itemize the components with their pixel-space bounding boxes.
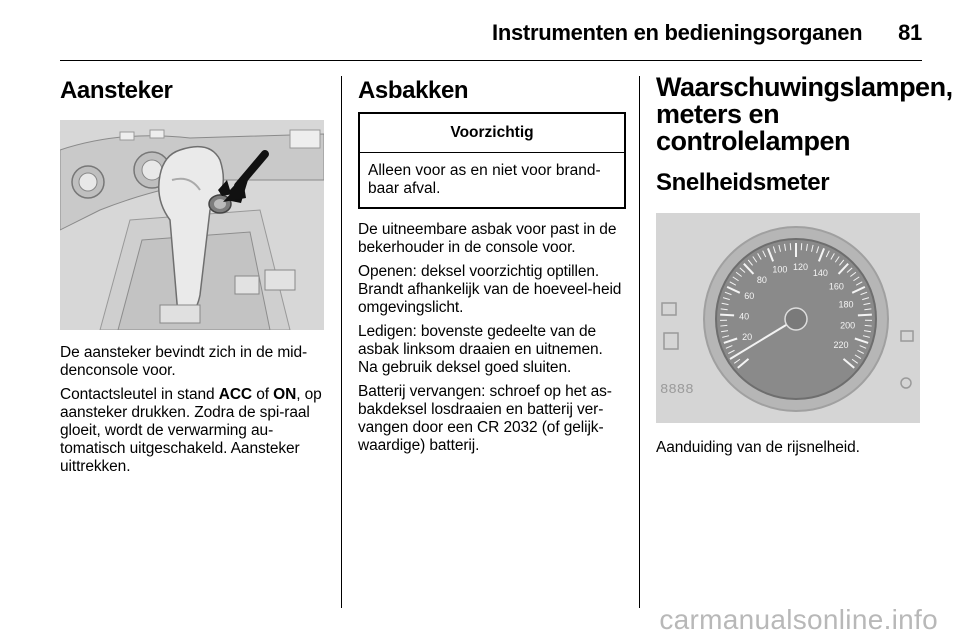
subheading-snelheidsmeter: Snelheidsmeter [656,169,830,196]
running-head [60,20,922,46]
speedometer-label: 180 [838,299,854,310]
caution-title: Voorzichtig [360,114,624,153]
paragraph-2 [60,386,324,476]
speedometer-label: 60 [744,291,755,302]
paragraph-2: Openen: deksel voorzichtig optillen. Brandt afhankelijk van de hoeveel-heid omgevingslicht. [358,262,622,316]
paragraph-2-post: , op aansteker drukken. Zodra de spi-raal gloeit, wordt de verwarming au-tomatisch uitgeschakeld. Aansteker uittrekken. [60,385,322,475]
speedometer-caption: Aanduiding van de rijsnelheid. [656,439,860,456]
speedometer-tick [801,243,802,250]
caution-text: Alleen voor as en niet voor brand-baar afval. [368,161,601,197]
aansteker-text [60,344,324,476]
column-separator-1 [341,76,342,608]
speedometer-tick [858,315,872,316]
paragraph-2-pre: Contactsleutel in stand [60,385,219,403]
cigarette-lighter-illustration-icon [60,120,324,330]
asbakken-text [358,221,624,455]
paragraph-3: Ledigen: bovenste gedeelte van de asbak linksom draaien en uitnemen. Na gebruik deksel goed sluiten. [358,322,603,376]
speedometer-label: 120 [793,262,809,273]
speedometer-label: 20 [742,331,753,342]
paragraph-1: De aansteker bevindt zich in de mid-denconsole voor. [60,343,308,379]
speedometer-label: 200 [840,320,856,331]
speedometer-label: 220 [833,340,849,350]
page-number: 81 [898,20,922,45]
speedometer-label: 100 [772,264,788,275]
acc-label: ACC [218,385,253,403]
header-rule [60,60,922,61]
column-separator-2 [639,76,640,608]
speedometer-figure [656,213,920,423]
speedometer-label: 160 [828,281,844,292]
speedometer-tick [720,315,734,316]
watermark: carmanualsonline.info [659,604,938,635]
cigarette-lighter-figure [60,120,324,330]
speedometer-label: 80 [756,274,767,285]
speedometer-tick [720,325,727,326]
speedometer-tick [790,243,791,250]
column-waarschuwingslampen [656,72,953,463]
speedometer-label: 40 [739,311,750,322]
paragraph-1: De uitneembare asbak voor past in de bekerhouder in de console voor. [358,220,617,256]
on-label: ON [273,385,297,403]
speedometer-illustration-icon [656,213,920,423]
section-heading-asbakken: Asbakken [358,77,469,104]
paragraph-4: Batterij vervangen: schroef op het as-bakdeksel losdraaien en batterij ver-vangen door een CR 2032 (of gelijk-waardige) batterij. [358,382,612,454]
section-heading-aansteker: Aansteker [60,77,173,104]
speedometer-tick [865,325,872,326]
running-head-title: Instrumenten en bedieningsorganen [492,20,863,45]
svg-text:8888: 8888 [660,382,694,398]
column-asbakken [358,74,624,461]
speedometer-label: 140 [812,268,828,279]
section-heading-waarschuwingslampen: Waarschuwingslampen, meters en controlelampen [656,72,953,156]
caution-box [358,112,626,209]
paragraph-2-of: of [252,385,274,403]
column-aansteker [60,74,324,482]
